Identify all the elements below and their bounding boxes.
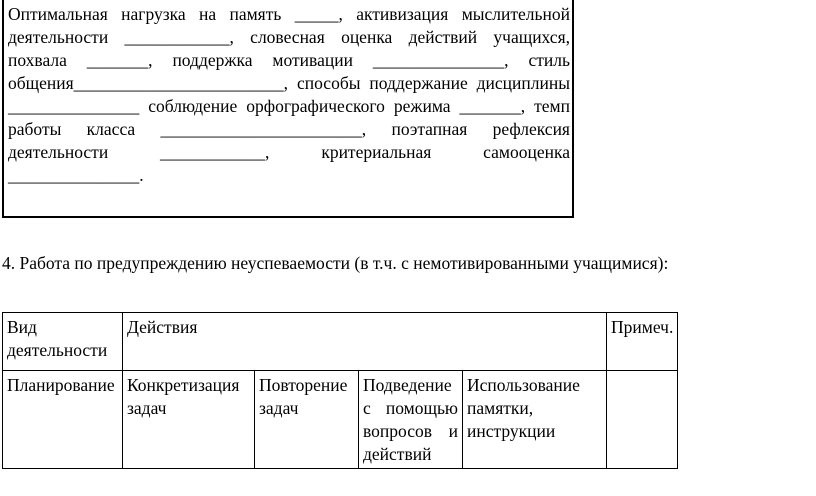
table-row	[3, 371, 678, 469]
text-line-5: _______________ соблюдение орфографического режима _______, темп	[8, 96, 570, 116]
cell-task-repetition: Повторение задач	[255, 371, 359, 469]
text-line-3: похвала _______, поддержка мотивации _______________, стиль	[8, 50, 570, 70]
cell-memo-usage: Использование памятки, инструкции	[463, 371, 607, 469]
text-line-2: деятельности ____________, словесная оценка действий учащихся,	[8, 27, 570, 47]
table-header-row	[3, 313, 678, 371]
cell-summarizing: Подведение с помощью вопросов и действий	[359, 371, 463, 469]
cell-planning: Планирование	[3, 371, 123, 469]
header-notes: Примеч.	[607, 313, 678, 371]
activity-table	[2, 312, 678, 469]
text-line-6: работы класса _______________________, поэтапная рефлексия	[8, 119, 570, 139]
text-line-1: Оптимальная нагрузка на память _____, активизация мыслительной	[8, 4, 570, 24]
text-line-7: деятельности ____________, критериальная самооценка	[8, 142, 570, 162]
header-activity-type: Вид деятельности	[3, 313, 123, 371]
cell-task-specification: Конкретизация задач	[123, 371, 255, 469]
header-actions: Действия	[123, 313, 607, 371]
section-heading: 4. Работа по предупреждению неуспеваемости (в т.ч. с немотивированными учащимися):	[2, 253, 669, 273]
text-line-8: _______________.	[8, 165, 144, 185]
text-line-4: общения________________________, способы поддержание дисциплины	[8, 73, 570, 93]
cell-notes-empty	[607, 371, 678, 469]
